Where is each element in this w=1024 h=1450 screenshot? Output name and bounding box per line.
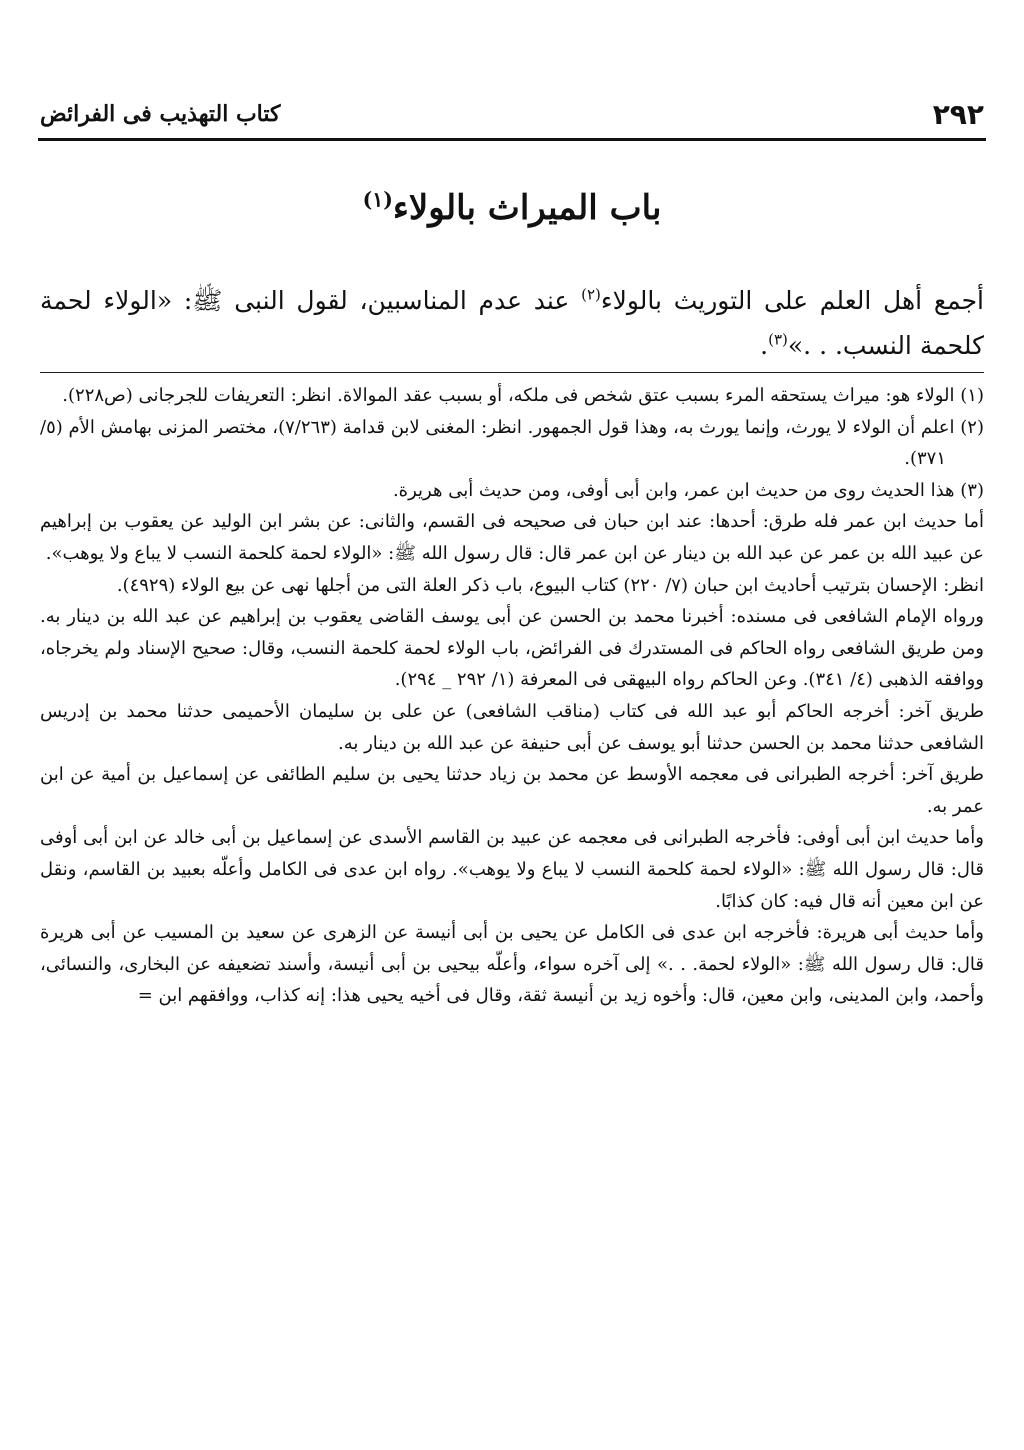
footnote-ref-1: (١) bbox=[362, 187, 393, 212]
footnote-separator bbox=[40, 372, 984, 373]
footnote-3: (٣) هذا الحديث روى من حديث ابن عمر، وابن أبى أوفى، ومن حديث أبى هريرة. bbox=[392, 479, 984, 501]
footnote-3-paragraph: طريق آخر: أخرجه الحاكم أبو عبد الله فى كتاب (مناقب الشافعى) عن على بن سليمان الأحميمى حدثنا محمد بن إدريس الشافعى حدثنا محمد بن الحسن حدثنا أبو يوسف عن أبى حنيفة عن عبد الله بن دينار به. bbox=[40, 700, 984, 754]
main-text-part-c: . bbox=[760, 331, 769, 360]
main-paragraph bbox=[40, 278, 984, 368]
footnote-3-paragraph: وأما حديث أبى هريرة: فأخرجه ابن عدى فى الكامل عن يحيى بن أبى أنيسة عن الزهرى عن سعيد بن المسيب عن أبى هريرة قال: قال رسول الله ﷺ: «الولاء لحمة. . .» إلى آخره سواء، وأعلّه بيحيى بن أبى أنيسة، وأسند تضعيفه عن البخارى، والنسائى، وأحمد، وابن المدينى، وابن معين، قال: وأخوه زيد بن أنيسة ثقة، وقال فى أخيه يحيى هذا: إنه كذاب، ووافقهم ابن = bbox=[40, 922, 984, 1007]
footnote-3-paragraph: أما حديث ابن عمر فله طرق: أحدها: عند ابن حبان فى صحيحه فى القسم، والثانى: عن بشر ابن الوليد عن يعقوب بن إبراهيم عن عبيد الله بن عمر عن عبد الله بن دينار عن ابن عمر قال: قال رسول الله ﷺ: «الولاء لحمة كلحمة النسب لا يباع ولا يوهب». bbox=[40, 511, 984, 564]
chapter-title-text: باب الميراث بالولاء bbox=[392, 188, 662, 228]
footnote-ref-2: (٢) bbox=[581, 285, 601, 304]
main-text-part-a: أجمع أهل العلم على التوريث بالولاء bbox=[600, 286, 984, 315]
page-number: ٢٩٢ bbox=[932, 97, 984, 131]
footnotes-section bbox=[40, 380, 984, 1012]
footnote-3-paragraph: طريق آخر: أخرجه الطبرانى فى معجمه الأوسط عن محمد بن زياد حدثنا يحيى بن سليم الطائفى عن إسماعيل بن أمية عن ابن عمر به. bbox=[40, 764, 984, 817]
footnote-3-paragraph: انظر: الإحسان بترتيب أحاديث ابن حبان (٧/ ٢٢٠) كتاب البيوع، باب ذكر العلة التى من أجلها نهى عن بيع الولاء (٤٩٢٩). bbox=[116, 574, 984, 596]
footnote-3-paragraph: ورواه الإمام الشافعى فى مسنده: أخبرنا محمد بن الحسن عن أبى يوسف القاضى يعقوب بن إبراهيم عن عبد الله بن دينار به. ومن طريق الشافعى رواه الحاكم فى المستدرك فى الفرائض، باب الولاء لحمة كلحمة النسب، وقال: صحيح الإسناد ولم يخرجاه، ووافقه الذهبى (٤/ ٣٤١). وعن الحاكم رواه البيهقى فى المعرفة (١/ ٢٩٢ _ ٢٩٤). bbox=[40, 606, 984, 691]
footnote-3-paragraph: وأما حديث ابن أبى أوفى: فأخرجه الطبرانى فى معجمه عن عبيد بن القاسم الأسدى عن إسماعيل بن أبى خالد عن ابن أبى أوفى قال: قال رسول الله ﷺ: «الولاء لحمة كلحمة النسب لا يباع ولا يوهب». رواه ابن عدى فى الكامل وأعلّه بعبيد بن القاسم، ونقل عن ابن معين أنه قال فيه: كان كذابًا. bbox=[40, 827, 984, 912]
running-header bbox=[40, 94, 984, 134]
footnote-2: (٢) اعلم أن الولاء لا يورث، وإنما يورث به، وهذا قول الجمهور. انظر: المغنى لابن قدامة (٧/٢٦٣)، مختصر المزنى بهامش الأم (٥/ ٣٧١). bbox=[40, 416, 984, 470]
footnote-1: (١) الولاء هو: ميراث يستحقه المرء بسبب عتق شخص فى ملكه، أو بسبب عقد الموالاة. انظر: التعريفات للجرجانى (ص٢٢٨). bbox=[62, 385, 984, 406]
main-text-part-b: عند عدم المناسبين، لقول النبى ﷺ: «الولاء لحمة كلحمة النسب. . .» bbox=[40, 286, 984, 360]
book-title: كتاب التهذيب فى الفرائض bbox=[40, 101, 281, 127]
footnote-ref-3: (٣) bbox=[768, 330, 788, 349]
chapter-title bbox=[0, 188, 1024, 228]
header-rule bbox=[38, 138, 986, 141]
